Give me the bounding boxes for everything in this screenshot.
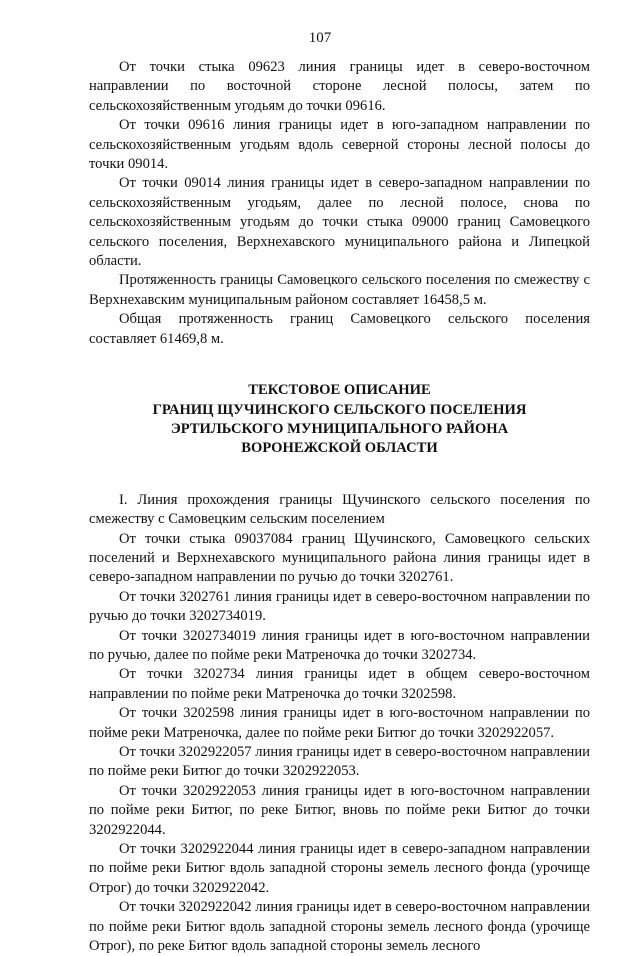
paragraph: От точки 3202734 линия границы идет в общем северо-восточном направлении по пойме реки Матреночка до точки 3202598. <box>89 666 590 702</box>
paragraph: От точки 3202734019 линия границы идет в юго-восточном направлении по ручью, далее по пойме реки Матреночка до точки 3202734. <box>89 627 590 663</box>
section-heading <box>89 381 590 459</box>
paragraph: От точки 3202761 линия границы идет в северо-восточном направлении по ручью до точки 3202734019. <box>89 588 590 625</box>
heading-line: ЭРТИЛЬСКОГО МУНИЦИПАЛЬНОГО РАЙОНА <box>170 420 509 437</box>
heading-line: ГРАНИЦ ЩУЧИНСКОГО СЕЛЬСКОГО ПОСЕЛЕНИЯ <box>152 401 527 418</box>
heading-line: ВОРОНЕЖСКОЙ ОБЛАСТИ <box>241 440 438 457</box>
paragraph: Общая протяженность границ Самовецкого сельского поселения составляет 61469,8 м. <box>89 311 590 347</box>
paragraph: От точки 3202922053 линия границы идет в юго-восточном направлении по пойме реки Битюг, по реке Битюг, вновь по пойме реки Битюг до точки 3202922044. <box>89 782 590 838</box>
paragraph: I. Линия прохождения границы Щучинского сельского поселения по смежеству с Самовецким сельским поселением <box>89 491 590 528</box>
paragraph: Протяженность границы Самовецкого сельского поселения по смежеству с Верхнехавским муниципальным районом составляет 16458,5 м. <box>89 272 590 308</box>
paragraph: От точки 3202922044 линия границы идет в северо-западном направлении по пойме реки Битюг вдоль западной стороны земель лесного фонда (урочище Отрог) до точки 3202922042. <box>89 841 590 896</box>
document-body <box>89 58 590 956</box>
paragraph: От точки стыка 09623 линия границы идет в северо-восточном направлении по восточной стороне лесной полосы, затем по сельскохозяйственным угодьям до точки 09616. <box>89 59 590 114</box>
paragraph: От точки 3202922042 линия границы идет в северо-восточном направлении по пойме реки Битюг вдоль западной стороны земель лесного фонда (урочище Отрог), по реке Битюг вдоль западной стороны земель лесного <box>89 899 590 955</box>
paragraph: От точки 3202922057 линия границы идет в северо-восточном направлении по пойме реки Битюг до точки 3202922053. <box>89 744 590 780</box>
paragraph: От точки стыка 09037084 границ Щучинского, Самовецкого сельских поселений и Верхнехавского муниципального района линия границы идет в северо-западном направлении по ручью до точки 3202761. <box>89 530 590 586</box>
heading-line: ТЕКСТОВОЕ ОПИСАНИЕ <box>248 382 431 399</box>
paragraph: От точки 09014 линия границы идет в северо-западном направлении по сельскохозяйственным угодьям, далее по лесной полосе, снова по сельскохозяйственным угодьям до точки стыка 09000 границ Самовецкого сельского поселения, Верхнехавского муниципального района и Липецкой области. <box>89 175 590 270</box>
paragraph: От точки 09616 линия границы идет в юго-западном направлении по сельскохозяйственным угодьям вдоль северной стороны лесной полосы до точки 09014. <box>89 117 590 173</box>
page-number: 107 <box>308 30 332 46</box>
paragraph: От точки 3202598 линия границы идет в юго-восточном направлении по пойме реки Матреночка, далее по пойме реки Битюг до точки 3202922057. <box>89 705 590 741</box>
